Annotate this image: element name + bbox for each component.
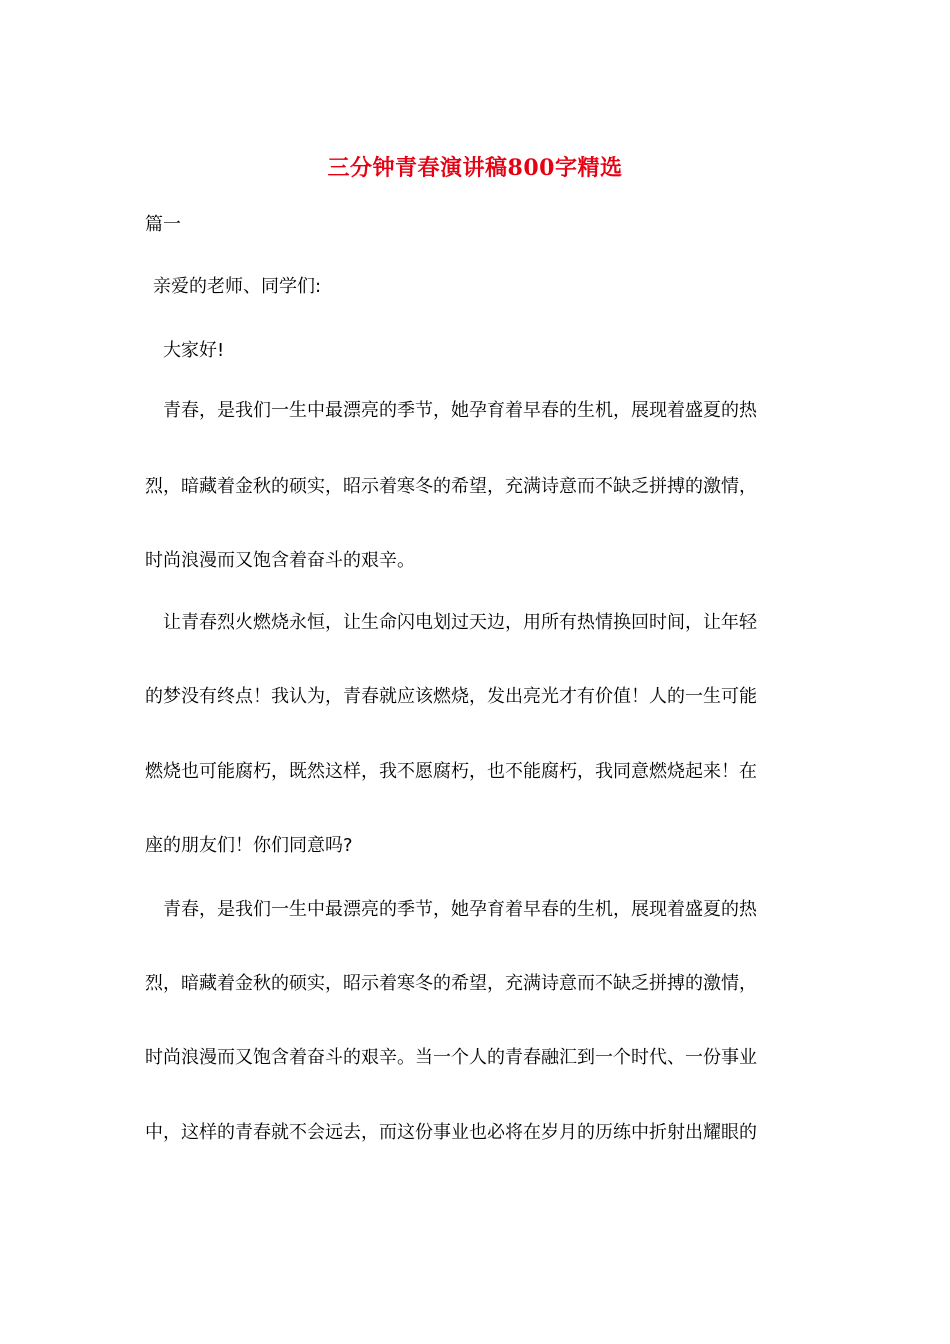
paragraph-line: 座的朋友们！你们同意吗? (145, 835, 353, 856)
salutation: 亲爱的老师、同学们: (153, 276, 322, 297)
greeting: 大家好! (163, 340, 225, 361)
paragraph-line: 烈，暗藏着金秋的硕实，昭示着寒冬的希望，充满诗意而不缺乏拼搏的激情， (145, 476, 757, 497)
paragraph-line: 青春，是我们一生中最漂亮的季节，她孕育着早春的生机，展现着盛夏的热 (163, 400, 757, 421)
paragraph-line: 青春，是我们一生中最漂亮的季节，她孕育着早春的生机，展现着盛夏的热 (163, 899, 757, 920)
paragraph-line: 烈，暗藏着金秋的硕实，昭示着寒冬的希望，充满诗意而不缺乏拼搏的激情， (145, 973, 757, 994)
paragraph-line: 时尚浪漫而又饱含着奋斗的艰辛。当一个人的青春融汇到一个时代、一份事业 (145, 1047, 757, 1068)
paragraph-line: 燃烧也可能腐朽，既然这样，我不愿腐朽，也不能腐朽，我同意燃烧起来！在 (145, 761, 757, 782)
section-heading: 篇一 (145, 214, 181, 235)
paragraph-line: 的梦没有终点！我认为，青春就应该燃烧，发出亮光才有价值！人的一生可能 (145, 686, 757, 707)
paragraph-line: 让青春烈火燃烧永恒，让生命闪电划过天边，用所有热情换回时间，让年轻 (163, 612, 757, 633)
document-title: 三分钟青春演讲稿800字精选 (327, 155, 623, 181)
paragraph-line: 中，这样的青春就不会远去，而这份事业也必将在岁月的历练中折射出耀眼的 (145, 1122, 757, 1143)
paragraph-line: 时尚浪漫而又饱含着奋斗的艰辛。 (145, 550, 415, 571)
